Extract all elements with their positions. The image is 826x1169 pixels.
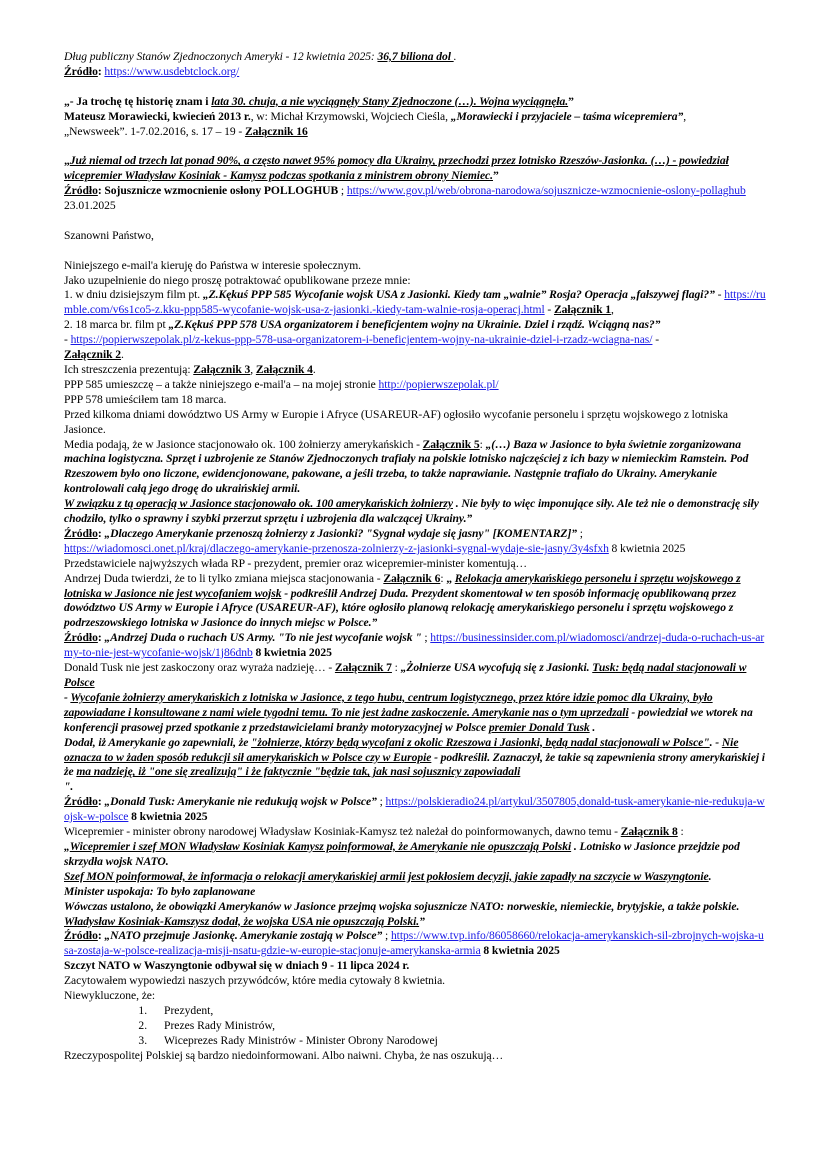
media-lead: Media podają, że w Jasionce stacjonowało ok. 100 żołnierzy amerykańskich - — [64, 437, 423, 451]
spacer — [64, 214, 768, 229]
tusk-para3-mid2: - podkreślił. Zaznaczył, że takie są zapewnienia strony amerykańskiej i że — [64, 750, 765, 779]
attachment-16: Załącznik 16 — [244, 124, 308, 138]
colon: : — [440, 571, 447, 585]
ppp585-lead: PPP 585 umieszczę – a także niniejszego e-mail'a – na mojej stronie — [64, 377, 379, 391]
nato-summit-line — [64, 959, 768, 974]
period: . — [121, 348, 124, 362]
quote-close: ". — [64, 780, 74, 794]
tusk-block — [64, 661, 768, 691]
usdebtclock-link[interactable]: https://www.usdebtclock.org/ — [104, 64, 240, 78]
media-quote-underlined: W związku z tą operacją w Jasionce stacjonowało ok. 100 amerykańskich żołnierzy — [64, 497, 453, 511]
morawiecki-quote-line — [64, 95, 768, 110]
item-2-title: „Z.Kękuś PPP 578 USA organizatorem i beneficjentem wojny na Ukrainie. Dziel i rządź. Wciągną nas?” — [168, 318, 661, 332]
morawiecki-source: , w: Michał Krzymowski, Wojciech Cieśla, — [250, 109, 451, 123]
kosiniak-source-date: 8 kwietnia 2025 — [480, 944, 560, 958]
quote-open: „ — [64, 839, 70, 853]
tusk-source-title: „Donald Tusk: Amerykanie nie redukują wojsk w Polsce” — [104, 795, 377, 809]
ppp585-line — [64, 378, 768, 393]
morawiecki-name: Mateusz Morawiecki, kwiecień 2013 r. — [64, 109, 251, 123]
media-source-line — [64, 527, 768, 542]
semicolon: ; — [338, 184, 347, 198]
duda-source-line — [64, 631, 768, 661]
spacer — [64, 139, 768, 154]
tusk-source-line — [64, 795, 768, 825]
nato-summit-text: Szczyt NATO w Waszyngtonie odbywał się w dniach 9 - 11 lipca 2024 r. — [64, 959, 410, 973]
kosiniak-final-statement: Władysław Kosiniak-Kamszysz dodał, że wojska USA nie opuszczają Polski. — [64, 914, 420, 928]
closing-line-1: Zacytowałem wypowiedzi naszych przywódców, które media cytowały 8 kwietnia. — [64, 974, 446, 988]
media-source-date: 8 kwietnia 2025 — [608, 541, 686, 555]
tusk-para-2 — [64, 691, 768, 736]
media-source-url-line — [64, 542, 768, 557]
period: . — [589, 720, 596, 734]
duda-source-title: „Andrzej Duda o ruchach US Army. "To nie jest wycofanie wojsk " — [104, 631, 422, 645]
item-2-attachment-line — [64, 348, 768, 363]
list-item: 1. Prezydent, — [150, 1004, 768, 1019]
debt-line — [64, 50, 768, 65]
media-quote-part-1: „(…) Baza w Jasionce to była świetnie zorganizowana machina logistyczna. Sprzęt i uzbrojenie ze Stanów Zjednoczonych trafiały na polskie lotnisko najczęściej z ich bazy w niemieckim Ramstein. Pod Rzeszowem było ono liczone, ewidencjonowane, pakowane, a jeśli trzeba, to także naprawianie. Następnie trafiało do Ukrainy. Amerykanie kontrolowali całą jego drogę do ukraińskiej armii. — [64, 437, 749, 496]
closing-final-line: Rzeczypospolitej Polskiej są bardzo niedoinformowani. Albo naiwni. Chyba, że nas oszukują… — [64, 1048, 504, 1062]
tusk-para2-underlined: Wycofanie żołnierzy amerykańskich z lotniska w Jasionce, z tego hubu, centrum logistycznego, przez które idzie pomoc dla Ukrainy, było zapowiadane i konsultowane z nami wiele tygodni temu. To nie jest żadne zaskoczenie. Amerykanie nas o tym uprzedzali — [64, 690, 713, 719]
pollog-quote-underlined: Już niemal od trzech lat ponad 90%, a często nawet 95% pomocy dla Ukrainy, przechodzi przez lotnisko Rzeszów-Jasionka. (…) - powiedział wicepremier Władysław Kosiniak - Kamysz podczas spotkania z ministrem obrony Niemiec. — [64, 154, 729, 183]
newsweek-ref: „Newsweek”. 1-7.02.2016, s. 17 – 19 - — [64, 124, 245, 138]
debt-lead: Dług publiczny Stanów Zjednoczonych Ameryki - 12 kwietnia 2025: — [64, 50, 378, 63]
dash: - — [64, 333, 71, 347]
duda-block — [64, 572, 768, 632]
rumble-link[interactable]: https://rumble.com/v6s1co5-z.kku-ppp585-wycofanie-wojsk-usa-z-jasionki.-kiedy-tam-walnie-rosja-operacj.html — [64, 288, 766, 317]
source-colon: : — [97, 929, 105, 943]
source-colon: : — [97, 631, 105, 645]
duda-source-date: 8 kwietnia 2025 — [252, 646, 332, 660]
kosiniak-para-5 — [64, 915, 768, 930]
kosiniak-lead-line — [64, 825, 768, 840]
duda-quote-rest: - podkreślił Andrzej Duda. Prezydent skomentował w ten sposób informację opublikowaną przez dowództwo US Army w Europie i Afryce (USAREUR-AF), które ogłosiło planową relokację amerykańskiego personelu i sprzętu wojskowego z podrzeszowskiego lotniska w Jasionce do innych miejsc w Polsce.” — [64, 586, 737, 630]
quote-close: ” — [568, 94, 574, 108]
source-label: Źródło — [64, 929, 98, 943]
kosiniak-para-3 — [64, 885, 768, 900]
item-1 — [64, 288, 768, 318]
tvpinfo-link[interactable]: https://www.tvp.info/86058660/relokacja-amerykanskich-sil-zbrojnych-wojska-usa-zostaja-w-polsce-realizacja-misji-nsatu-gdzie-w-europie-stacjonuje-amerykanska-armia — [64, 929, 764, 958]
polskieradio24-link[interactable]: https://polskieradio24.pl/artykul/3507805,donald-tusk-amerykanie-nie-redukuja-wojsk-w-polsce — [64, 795, 765, 824]
popierwszepolak-article-link[interactable]: https://popierwszepolak.pl/z-kekus-ppp-578-usa-organizatorem-i-beneficjentem-wojny-na-ukrainie-dziel-i-rzadz-wciagna-nas/ — [70, 333, 653, 347]
duda-quote-underlined: Relokacja amerykańskiego personelu i sprzętu wojskowego z lotniska w Jasionce nie jest wycofaniem wojsk — [64, 571, 741, 600]
item-2-url-line — [64, 333, 768, 348]
attachment-2: Załącznik 2 — [64, 348, 122, 362]
tusk-quote-no-reduction: Nie oznacza to w żaden sposób redukcji sił amerykańskich w Polsce czy w Europie — [64, 735, 739, 764]
quote-close: ” — [419, 914, 425, 928]
pollog-source-date: 23.01.2025 — [64, 199, 116, 213]
attachment-5: Załącznik 5 — [422, 437, 480, 451]
morawiecki-comma: , — [683, 109, 687, 123]
source-colon: : — [97, 795, 105, 809]
colon: : — [479, 437, 486, 451]
source-label: Źródło — [64, 631, 98, 645]
kosiniak-quote-line — [64, 840, 768, 870]
officials-list — [64, 1004, 768, 1049]
tusk-quote-soldiers: "żołnierze, którzy będą wycofani z okolic Rzeszowa i Jasionki, będą nadal stacjonowali w Polsce" — [251, 735, 710, 749]
popierwszepolak-home-link[interactable]: http://popierwszepolak.pl/ — [378, 377, 499, 391]
source-colon: : — [97, 526, 105, 540]
kosiniak-source-title: „NATO przejmuje Jasionkę. Amerykanie zostają w Polsce” — [104, 929, 383, 943]
quote-open: „ — [64, 154, 70, 168]
spacer — [64, 80, 768, 95]
item-2-lead: 2. 18 marca br. film pt — [64, 318, 169, 332]
kosiniak-lead: Wicepremier - minister obrony narodowej Władysław Kosiniak-Kamysz też należał do poinformowanych, dawno temu - — [64, 825, 621, 839]
dash: - — [64, 690, 71, 704]
ppp578-line: PPP 578 umieściłem tam 18 marca. — [64, 392, 227, 406]
semicolon: ; — [577, 526, 583, 540]
closing-line-2: Niewykluczone, że: — [64, 989, 156, 1003]
source-colon: : — [97, 184, 105, 198]
officials-comment-line: Przedstawiciele najwyższych włada RP - prezydent, premier oraz wicepremier-minister komentują… — [64, 556, 528, 570]
quote-open: „- Ja trochę tę historię znam i — [64, 94, 212, 108]
dash: - — [652, 333, 660, 347]
kosiniak-quote-rest: . Lotnisko w Jasionce przejdzie pod skrzydła wojsk NATO. — [64, 839, 740, 868]
source-label: Źródło — [64, 64, 98, 78]
tusk-para2-rest: - powiedział we wtorek na konferencji prasowej przed spotkanie z przedstawicielami branży motoryzacyjnej w Polsce — [64, 705, 753, 734]
tusk-para3-lead: Dodał, iż Amerykanie go zapewniali, że — [64, 735, 252, 749]
attachment-7: Załącznik 7 — [334, 661, 392, 675]
tusk-quote-hope: ma nadzieję, iż "one się zrealizują" i że faktycznie "będzie tak, jak nasi sojusznicy zapowiadali — [76, 765, 521, 779]
summaries-lead: Ich streszczenia prezentują: — [64, 362, 194, 376]
intro-line-1: Niniejszego e-mail'a kieruję do Państwa w interesie społecznym. — [64, 258, 362, 272]
sep: . - — [709, 735, 722, 749]
tusk-premier-name: premier Donald Tusk — [488, 720, 590, 734]
pollog-source-title: Sojusznicze wzmocnienie osłony POLLOGHUB — [104, 184, 339, 198]
tusk-lead: Donald Tusk nie jest zaskoczony oraz wyraża nadzieję… - — [64, 661, 335, 675]
media-quote-block-2 — [64, 497, 768, 527]
colon: : — [677, 825, 684, 839]
spacer — [64, 244, 768, 259]
colon: : — [391, 661, 401, 675]
greeting: Szanowni Państwo, — [64, 228, 154, 242]
semicolon: ; — [421, 631, 431, 645]
morawiecki-attrib-line — [64, 110, 768, 125]
onet-link[interactable]: https://wiadomosci.onet.pl/kraj/dlaczego-amerykanie-przenosza-zolnierzy-z-jasionki-sygnal-wydaje-sie-jasny/3y4sfxh — [64, 541, 609, 555]
morawiecki-newsweek-line — [64, 125, 768, 140]
debt-period: . — [453, 50, 457, 63]
media-source-title: „Dlaczego Amerykanie przenoszą żołnierzy z Jasionki? "Sygnał wydaje się jasny" [KOMENTARZ]” — [104, 526, 578, 540]
tusk-quote-open: „Żołnierze USA wycofują się z Jasionki. — [400, 661, 593, 675]
tusk-para-3 — [64, 736, 768, 781]
tusk-source-date: 8 kwietnia 2025 — [128, 810, 208, 824]
tusk-headline: Tusk: będą nadal stacjonowali w Polsce — [64, 661, 747, 689]
kosiniak-para-2 — [64, 870, 768, 885]
attachment-1: Załącznik 1 — [553, 303, 611, 317]
media-quote-block — [64, 438, 768, 498]
duda-lead: Andrzej Duda twierdzi, że to li tylko zmiana miejsca stacjonowania - — [64, 571, 384, 585]
attachment-8: Załącznik 8 — [620, 825, 678, 839]
quote-close: ” — [493, 169, 499, 183]
item-1-lead: 1. w dniu dzisiejszym film pt. — [64, 288, 203, 302]
morawiecki-book-title: „Morawiecki i przyjaciele – taśma wicepremiera” — [450, 109, 684, 123]
kosiniak-source-line — [64, 929, 768, 959]
comma: , — [610, 303, 614, 317]
sep: , — [250, 362, 256, 376]
govpl-link[interactable]: https://www.gov.pl/web/obrona-narodowa/sojusznicze-wzmocnienie-oslony-pollaghub — [346, 184, 746, 198]
quote-underlined: lata 30. chuja, a nie wyciągnęły Stany Zjednoczone (…). Wojna wyciągnęła. — [211, 94, 569, 108]
list-item: 2. Prezes Rady Ministrów, — [150, 1019, 768, 1034]
pollog-quote-line — [64, 154, 768, 184]
attachment-3: Załącznik 3 — [193, 362, 251, 376]
semicolon: ; — [382, 929, 391, 943]
businessinsider-link[interactable]: https://businessinsider.com.pl/wiadomosci/andrzej-duda-o-ruchach-us-army-to-nie-jest-wycofanie-wojsk/1j86dnb — [64, 631, 765, 660]
source-colon: : — [97, 64, 105, 78]
kosiniak-para-4 — [64, 900, 768, 915]
pollog-source-line — [64, 184, 768, 214]
dash: - — [714, 288, 725, 302]
kosiniak-quote-underlined: Wicepremier i szef MON Władysław Kosiniak Kamysz poinformował, że Amerykanie nie opuszczają Polski — [69, 839, 572, 853]
period: . — [708, 869, 712, 883]
list-item: 3. Wiceprezes Rady Ministrów - Minister Obrony Narodowej — [150, 1034, 768, 1049]
source-label: Źródło — [64, 184, 98, 198]
debt-source-line — [64, 65, 768, 80]
semicolon: ; — [376, 795, 386, 809]
quote-open: „ — [446, 571, 455, 585]
minister-reassures-heading: Minister uspokaja: To było zaplanowane — [64, 884, 256, 898]
attachment-4: Załącznik 4 — [255, 362, 313, 376]
media-quote-part-2: . Nie były to więc imponujące siły. Ale też nie o demonstrację siły chodziło, tylko o sprawny i szybki przerzut sprzętu i uzbrojenia dla walczącej Ukrainy.” — [64, 497, 759, 526]
intro-line-2: Jako uzupełnienie do niego proszę potraktować opublikowane przeze mnie: — [64, 273, 411, 287]
kosiniak-mon-statement: Szef MON poinformował, że informacja o relokacji amerykańskiej armii jest pokłosiem decyzji, jakie zapadły na szczycie w Waszyngtonie — [64, 869, 709, 883]
item-2 — [64, 318, 768, 333]
period: . — [312, 362, 316, 376]
tusk-para-3-end — [64, 780, 768, 795]
summaries-line — [64, 363, 768, 378]
dash: - — [544, 303, 554, 317]
source-label: Źródło — [64, 526, 98, 540]
nato-takeover-text: Wówczas ustalono, że obowiązki Amerykanów w Jasionce przejmą wojska sojusznicze NATO: norweskie, niemieckie, brytyjskie, a także polskie. — [64, 899, 740, 913]
attachment-6: Załącznik 6 — [383, 571, 441, 585]
source-label: Źródło — [64, 795, 98, 809]
usareur-line: Przed kilkoma dniami dowództwo US Army w Europie i Afryce (USAREUR-AF) ogłosiło wycofanie personelu i sprzętu wojskowego z lotniska Jasionce. — [64, 407, 728, 436]
debt-amount: 36,7 biliona dol — [377, 50, 454, 63]
item-1-title: „Z.Kękuś PPP 585 Wycofanie wojsk USA z Jasionki. Kiedy tam „walnie” Rosja? Operacja „fałszywej flagi?” — [202, 288, 715, 302]
